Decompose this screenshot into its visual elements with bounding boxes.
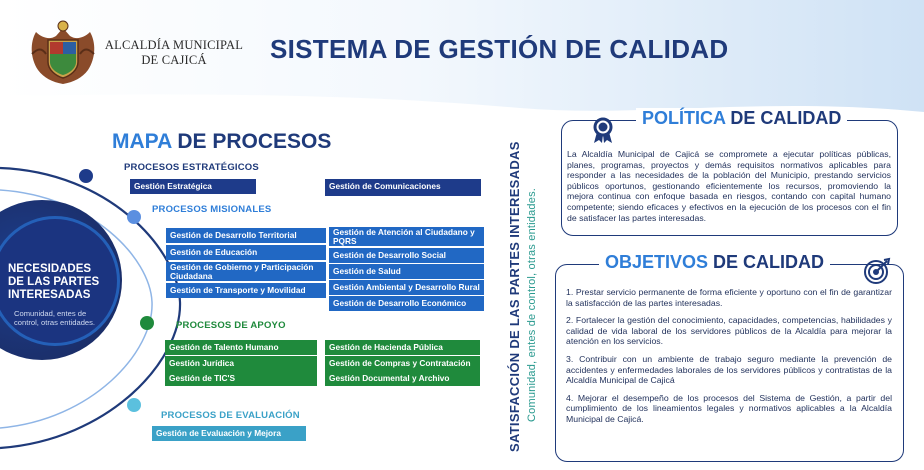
objetivo-item-4: 4. Mejorar el desempeño de los procesos del Sistema de Gestión, a partir del cumplimiento de los lineamientos legales y normativos aplicables a la Alcaldía Municipal de Cajicá. (566, 392, 892, 424)
process-atencion-ciudadano: Gestión de Atención al Ciudadano y PQRS (329, 227, 484, 246)
process-desarrollo-social: Gestión de Desarrollo Social (329, 248, 484, 263)
satisfaction-vertical-block (504, 130, 550, 460)
process-compras-contratacion: Gestión de Compras y Contratación (325, 356, 480, 371)
apoyo-label: PROCESOS DE APOYO (176, 320, 286, 331)
process-evaluacion-mejora: Gestión de Evaluación y Mejora (152, 426, 306, 441)
objetivo-item-2: 2. Fortalecer la gestión del conocimiento, capacidades, competencias, habilidades y calidad de vida laboral de los servidores públicos de la Alcaldía para mejorar la atención en los servicios. (566, 315, 892, 347)
process-ambiental-rural: Gestión Ambiental y Desarrollo Rural (329, 280, 484, 295)
process-salud: Gestión de Salud (329, 264, 484, 279)
process-map-title-accent: MAPA (112, 130, 172, 153)
process-documental-archivo: Gestión Documental y Archivo (325, 371, 480, 386)
politica-text: La Alcaldía Municipal de Cajicá se compromete a ejecutar políticas públicas, planes, programas, proyectos y demás requisitos normativos aplicables para responder a las necesidades de la población del Municipio, prestando servicios públicos oportunos, gestionando eficientemente los recursos, promoviendo la mejora continua con enfoque basada en riesgos, contando con capital humano competente; siendo eficaces y efectivos en la ejecución de los procesos con el fin de satisfacer las partes interesadas. (567, 149, 891, 223)
process-desarrollo-territorial: Gestión de Desarrollo Territorial (166, 228, 326, 243)
page-title: SISTEMA DE GESTIÓN DE CALIDAD (270, 34, 729, 64)
evaluacion-label: PROCESOS DE EVALUACIÓN (161, 410, 300, 421)
objetivos-heading (599, 252, 830, 273)
politica-heading-accent: POLÍTICA (642, 108, 726, 128)
apoyo-dot (140, 316, 154, 330)
politica-heading (636, 108, 847, 129)
process-gestion-estrategica: Gestión Estratégica (130, 179, 256, 194)
org-name-line1: ALCALDÍA MUNICIPAL (104, 38, 244, 52)
municipal-coat-of-arms-logo (28, 18, 98, 86)
objetivos-heading-rest: DE CALIDAD (708, 252, 825, 272)
objetivos-list (566, 287, 892, 432)
misionales-dot (127, 210, 141, 224)
organization-name (104, 38, 244, 68)
process-transporte-movilidad: Gestión de Transporte y Movilidad (166, 283, 326, 298)
estrategicos-dot (79, 169, 93, 183)
process-gobierno-participacion: Gestión de Gobierno y Participación Ciudadana (166, 262, 326, 281)
process-map-title-rest: DE PROCESOS (171, 130, 332, 153)
process-gestion-comunicaciones: Gestión de Comunicaciones (325, 179, 481, 196)
process-talento-humano: Gestión de Talento Humano (165, 340, 317, 355)
target-icon (863, 257, 891, 285)
evaluacion-dot (127, 398, 141, 412)
process-educacion: Gestión de Educación (166, 245, 326, 260)
estrategicos-label: PROCESOS ESTRATÉGICOS (124, 162, 259, 173)
objetivo-item-3: 3. Contribuir con un ambiente de trabajo seguro mediante la prevención de accidentes y enfermedades laborales de los servidores públicos y contratistas de la Alcaldía Municipal de Cajicá (566, 353, 892, 386)
process-juridica: Gestión Jurídica (165, 356, 317, 371)
needs-subtitle: Comunidad, entes de control, otras entidades. (14, 309, 96, 327)
objetivos-heading-accent: OBJETIVOS (605, 252, 709, 272)
satisfaction-vertical-title: SATISFACCIÓN DE LAS PARTES INTERESADAS (507, 141, 522, 452)
satisfaction-vertical-subtitle: Comunidad, entes de control, otras entidades. (526, 187, 538, 422)
needs-title: NECESIDADES DE LAS PARTES INTERESADAS (8, 263, 100, 301)
process-tics: Gestión de TIC'S (165, 371, 317, 386)
award-badge-icon (589, 116, 617, 144)
objetivo-item-1: 1. Prestar servicio permanente de forma eficiente y oportuno con el fin de garantizar la satisfacción de las partes interesadas. (566, 287, 892, 308)
politica-heading-rest: DE CALIDAD (725, 108, 842, 128)
misionales-label: PROCESOS MISIONALES (152, 204, 272, 215)
org-name-line2: DE CAJICÁ (141, 53, 207, 67)
process-desarrollo-economico: Gestión de Desarrollo Económico (329, 296, 484, 311)
process-hacienda-publica: Gestión de Hacienda Pública (325, 340, 480, 355)
